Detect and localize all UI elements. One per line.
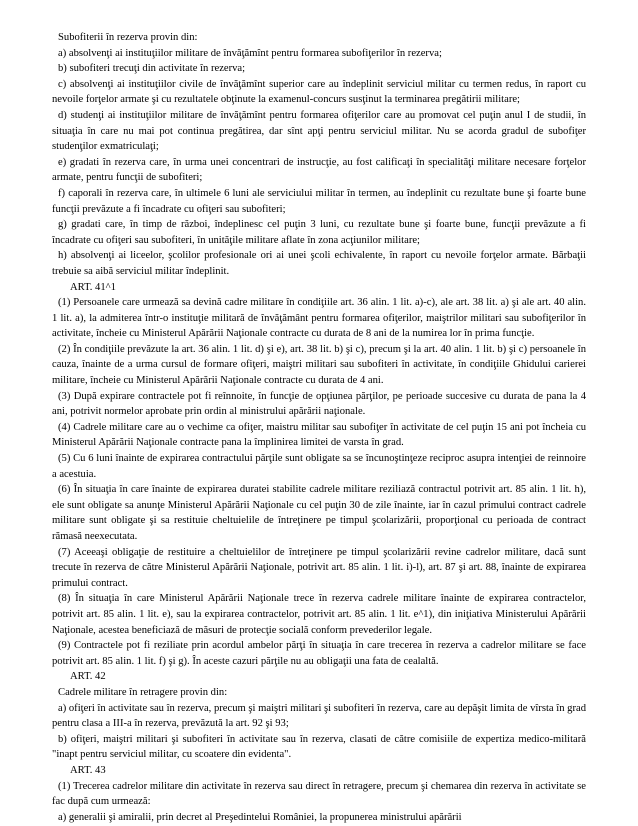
paragraph: (2) În condiţiile prevăzute la art. 36 alin. 1 lit. d) şi e), art. 38 lit. b) şi c), precum şi la art. 40 alin. 1 lit. b) şi c) persoanele în cauza, înainte de a urma cursul de formare ofiţeri, maiştri militari sau subofiteri în activitate, în condiţiile Ghidului carierei militare, încheie cu Ministerul Apărării Naţionale contracte cu durata de 4 ani.: [52, 343, 586, 387]
article-heading: ART. 42: [70, 671, 106, 683]
paragraph: (6) În situaţia în care înainte de expirarea duratei stabilite cadrele militare reziliază contractul potrivit art. 85 alin. 1 lit. h), ele sunt obligate sa anunţe Ministerul Apărării Naţionale cu cel puţin 30 de zile înainte, iar în cazul primului contract cadrele militare sunt obligate şi sa restituie cheltuielile de întreţinere pe timpul şcolarizării, proporţional cu perioada de contract rămasă neexecutata.: [52, 484, 586, 542]
paragraph: Cadrele militare în retragere provin din:: [58, 686, 228, 698]
paragraph: (3) După expirare contractele pot fi reînnoite, în funcţie de opţiunea părţilor, pe perioade succesive cu durata de pana la 4 ani, potrivit normelor aprobate prin ordin al ministrului apărării naţionale.: [52, 390, 586, 418]
paragraph: h) absolvenţi ai liceelor, şcolilor profesionale ori ai unei şcoli echivalente, în raport cu nevoile forţelor armate. Bărbaţii trebuie sa aibă serviciul militar îndeplinit.: [52, 250, 586, 277]
paragraph: (8) În situaţia în care Ministerul Apărării Naţionale trece în rezerva cadrele militare înainte de expirarea contractelor, potrivit art. 85 alin. 1 lit. e), sau la expirarea contractelor, potrivit art. 85 alin. 1 lit. e^1), din iniţiativa Ministerului Apărării Naţionale, acestea beneficiază de măsuri de protecţie socială conform prevederilor legale.: [52, 593, 586, 636]
paragraph: (9) Contractele pot fi reziliate prin acordul ambelor părţi în situaţia în care trecerea în rezerva a cadrelor militare se face potrivit art. 85 alin. 1 lit. f) şi g). În aceste cazuri părţile nu au obligaţii una fata de cealaltă.: [52, 640, 586, 667]
article-heading: ART. 43: [70, 764, 106, 776]
paragraph: (4) Cadrele militare care au o vechime ca ofiţer, maistru militar sau subofiţer în activitate de cel puţin 15 ani pot încheia cu Ministerul Apărării Naţionale contracte pana la împlinirea limitei de varsta în grad.: [52, 421, 586, 449]
paragraph: (1) Trecerea cadrelor militare din activitate în rezerva sau direct în retragere, precum şi chemarea din rezerva în activitate se fac după cum urmează:: [52, 780, 586, 808]
article-heading: ART. 41^1: [70, 281, 116, 293]
paragraph: b) ofiţeri, maiştri militari şi subofiteri în activitate sau în rezerva, clasati de către comisiile de expertiza medico-militară "inapt pentru serviciul militar, cu scoatere din evidenta".: [52, 733, 586, 761]
paragraph: (7) Aceeaşi obligaţie de restituire a cheltuielilor de întreţinere pe timpul şcolarizării revine cadrelor militare, dacă sunt trecute în rezerva de către Ministerul Apărării Naţionale, potrivit art. 85 alin. 1 lit. i)-l), art. 87 şi art. 88, înainte de expirarea primului contract.: [52, 546, 586, 589]
paragraph: d) studenţi ai instituţiilor militare de învăţămînt pentru formarea ofiţerilor care au promovat cel puţin anul I de studii, în situaţia în care nu mai pot continua pregătirea, dar sînt apţi pentru serviciul militar. Nu se acorda gradul de subofiţer studenţilor exmatriculaţi;: [52, 109, 586, 153]
paragraph: Subofiterii în rezerva provin din:: [58, 32, 198, 43]
paragraph: a) absolvenţi ai instituţiilor militare de învăţămînt pentru formarea subofiţerilor în rezerva;: [58, 47, 442, 59]
paragraph: (1) Persoanele care urmează sa devină cadre militare în condiţiile art. 36 alin. 1 lit. a)-c), ale art. 38 lit. a) şi ale art. 40 alin. 1 lit. a), la admiterea într-o instituţie militară de învăţământ pentru formarea ofiţerilor, maiştrilor militari sau subofiţerilor în activitate, încheie cu Ministerul Apărării Naţionale contracte cu durata de 8 ani de la numirea lor în prima funcţie.: [52, 297, 586, 340]
paragraph: c) absolvenţi ai instituţiilor civile de învăţămînt superior care au îndeplinit serviciul militar cu termen redus, în raport cu nevoile forţelor armate şi cu rezultatele obţinute la examenul-concurs susţinut la terminarea pregătirii militare;: [52, 78, 586, 106]
paragraph: e) gradati în rezerva care, în urma unei concentrari de instrucţie, au fost calificaţi în specialităţi militare necesare forţelor armate, pentru funcţii de subofiteri;: [52, 156, 586, 184]
paragraph: f) caporali în rezerva care, în ultimele 6 luni ale serviciului militar în termen, au îndeplinit cu rezultate bune şi foarte bune funcţii prevăzute a fi încadrate cu ofiţeri sau subofiteri;: [52, 187, 586, 215]
paragraph: (5) Cu 6 luni înainte de expirarea contractului părţile sunt obligate sa se încunoştinţeze reciproc asupra intenţiei de reinnoire a acestuia.: [52, 453, 586, 480]
paragraph: g) gradati care, în timp de război, îndeplinesc cel puţin 3 luni, cu rezultate bune şi foarte bune, funcţii prevăzute a fi încadrate cu ofiţeri sau subofiteri, în unităţile militare aflate în zona acţiunilor militare;: [52, 219, 586, 246]
paragraph: a) ofiţeri în activitate sau în rezerva, precum şi maiştri militari şi subofiteri în rezerva, care au depăşit limita de vîrsta în grad pentru clasa a III-a în rezerva, prevăzută la art. 92 şi 93;: [52, 702, 586, 730]
paragraph: a) generalii şi amiralii, prin decret al Preşedintelui României, la propunerea ministrului apărării: [58, 811, 462, 823]
paragraph: b) subofiteri trecuţi din activitate în rezerva;: [58, 63, 246, 75]
